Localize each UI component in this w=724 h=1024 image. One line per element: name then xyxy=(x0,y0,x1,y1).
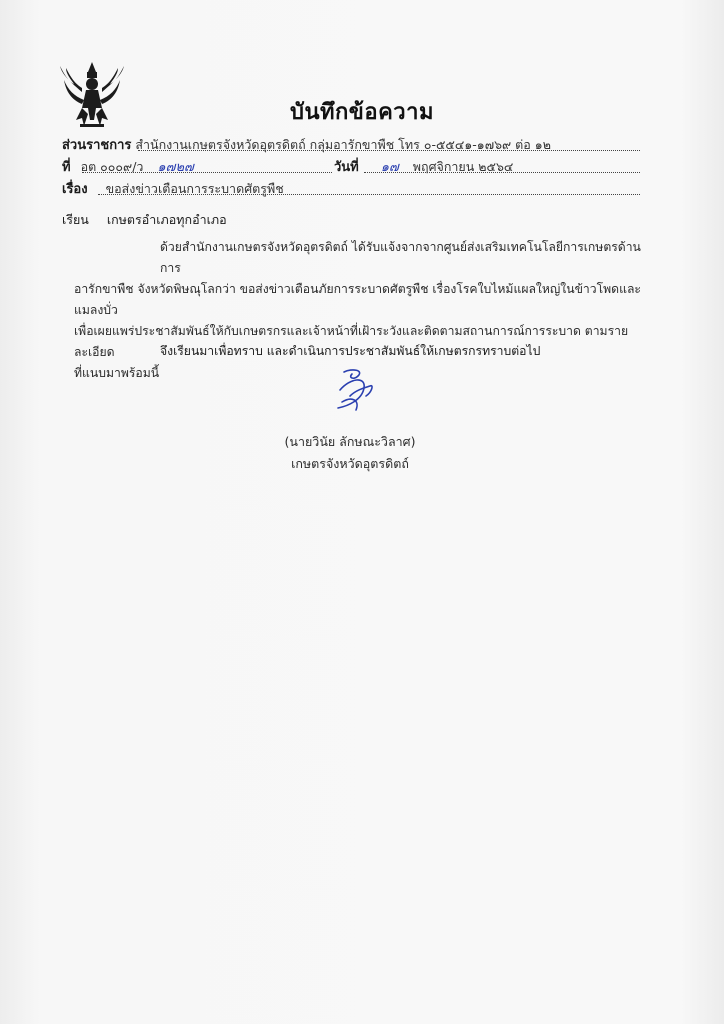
ref-row xyxy=(62,156,194,177)
to-row xyxy=(62,210,227,230)
date-month-year: พฤศจิกายน ๒๕๖๔ xyxy=(412,159,514,174)
ref-label: ที่ xyxy=(62,160,71,175)
signer-position: เกษตรจังหวัดอุตรดิตถ์ xyxy=(291,456,409,471)
to-value: เกษตรอำเภอทุกอำเภอ xyxy=(106,212,227,227)
date-label: วันที่ xyxy=(334,160,359,175)
closing-text: จึงเรียนมาเพื่อทราบ และดำเนินการประชาสัมพันธ์ให้เกษตรกรทราบต่อไป xyxy=(160,344,541,358)
agency-value: สำนักงานเกษตรจังหวัดอุตรดิตถ์ กลุ่มอารักขาพืช โทร ๐-๕๕๔๑-๑๗๖๙ ต่อ ๑๒ xyxy=(135,137,551,152)
agency-row xyxy=(62,134,551,155)
subject-label: เรื่อง xyxy=(62,182,88,197)
memo-body xyxy=(74,237,654,384)
body-line: เพื่อเผยแพร่ประชาสัมพันธ์ให้กับเกษตรกรและเจ้าหน้าที่เฝ้าระวังและติดตามสถานการณ์การระบาด ตามรายละเอียด xyxy=(74,324,629,359)
body-line: ที่แนบมาพร้อมนี้ xyxy=(74,366,160,380)
body-line: ด้วยสำนักงานเกษตรจังหวัดอุตรดิตถ์ ได้รับแจ้งจากจากศูนย์ส่งเสริมเทคโนโลยีการเกษตรด้านการ xyxy=(160,240,641,275)
subject-dotline xyxy=(98,194,640,195)
date-dotline xyxy=(364,172,640,173)
ref-number: ๑๗๒๗ xyxy=(157,160,194,175)
signer-name: (นายวินัย ลักษณะวิลาศ) xyxy=(284,434,416,449)
subject-row xyxy=(62,178,284,199)
signature-icon xyxy=(330,366,380,414)
to-label: เรียน xyxy=(62,212,89,227)
ref-prefix: อต ๐๐๐๙/ว xyxy=(80,159,144,174)
subject-value: ขอส่งข่าวเตือนการระบาดศัตรูพืช xyxy=(105,181,284,196)
agency-label: ส่วนราชการ xyxy=(62,138,132,153)
date-day: ๑๗ xyxy=(380,160,399,175)
memo-title: บันทึกข้อความ xyxy=(289,100,434,125)
ref-dotline xyxy=(82,172,332,173)
agency-dotline xyxy=(138,150,640,151)
date-row xyxy=(334,156,513,177)
body-line: อารักขาพืช จังหวัดพิษณุโลกว่า ขอส่งข่าวเตือนภัยการระบาดศัตรูพืช เรื่องโรคใบไหม้แผลใหญ่ในข้าวโพดและแมลงบั่ว xyxy=(74,282,641,317)
